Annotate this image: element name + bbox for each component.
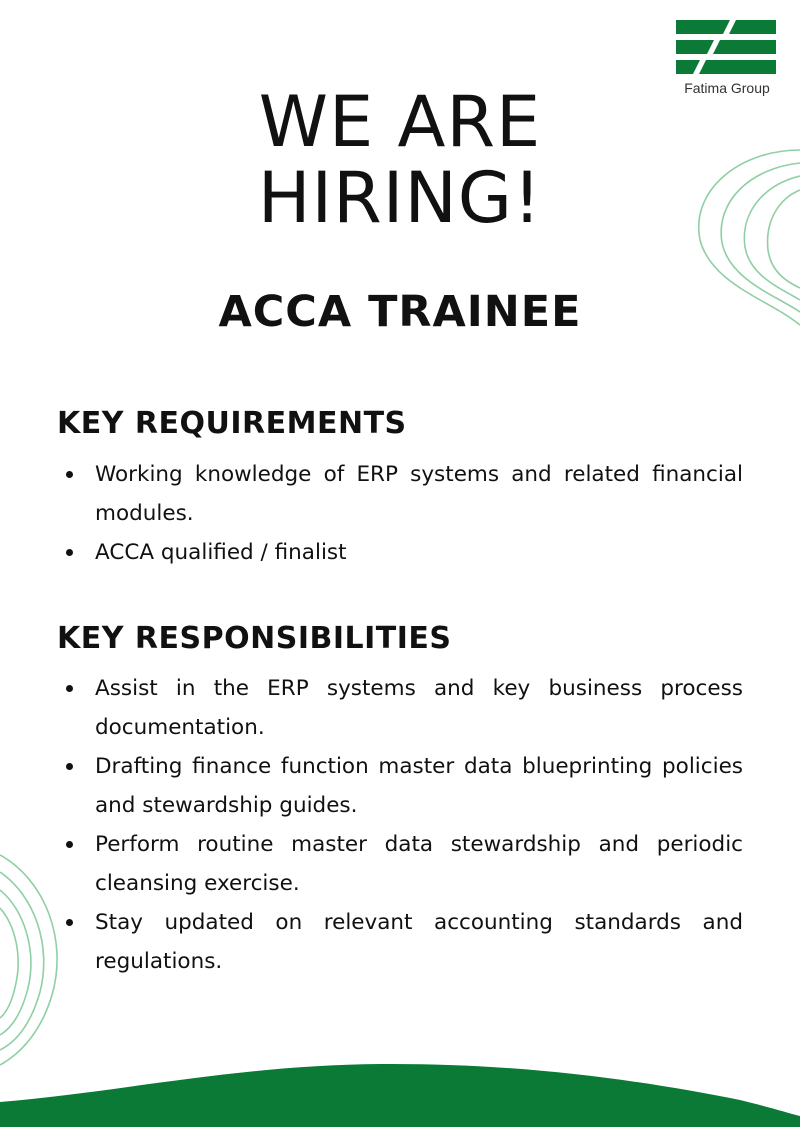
responsibilities-list: [57, 669, 743, 981]
responsibility-item: Drafting finance function master data blueprinting policies and stewardship guides.: [57, 747, 743, 825]
hiring-headline: [0, 81, 800, 239]
responsibility-item: Stay updated on relevant accounting standards and regulations.: [57, 903, 743, 981]
bottom-left-curves: [0, 855, 57, 1065]
bottom-green-wave: [0, 1064, 800, 1127]
requirements-list: [57, 455, 743, 572]
fatima-group-logo-icon: [676, 18, 776, 78]
company-name: Fatima Group: [684, 80, 770, 96]
responsibility-item: Perform routine master data stewardship and periodic cleansing exercise.: [57, 825, 743, 903]
responsibility-item: Assist in the ERP systems and key business process documentation.: [57, 669, 743, 747]
headline-line-2: HIRING!: [257, 157, 543, 239]
requirement-item: Working knowledge of ERP systems and related financial modules.: [57, 455, 743, 533]
headline-line-1: WE ARE: [258, 81, 542, 163]
requirements-heading: KEY REQUIREMENTS: [57, 406, 407, 441]
responsibilities-heading: KEY RESPONSIBILITIES: [57, 621, 452, 656]
job-title: ACCA TRAINEE: [218, 287, 582, 337]
requirement-item: ACCA qualified / finalist: [57, 533, 743, 572]
